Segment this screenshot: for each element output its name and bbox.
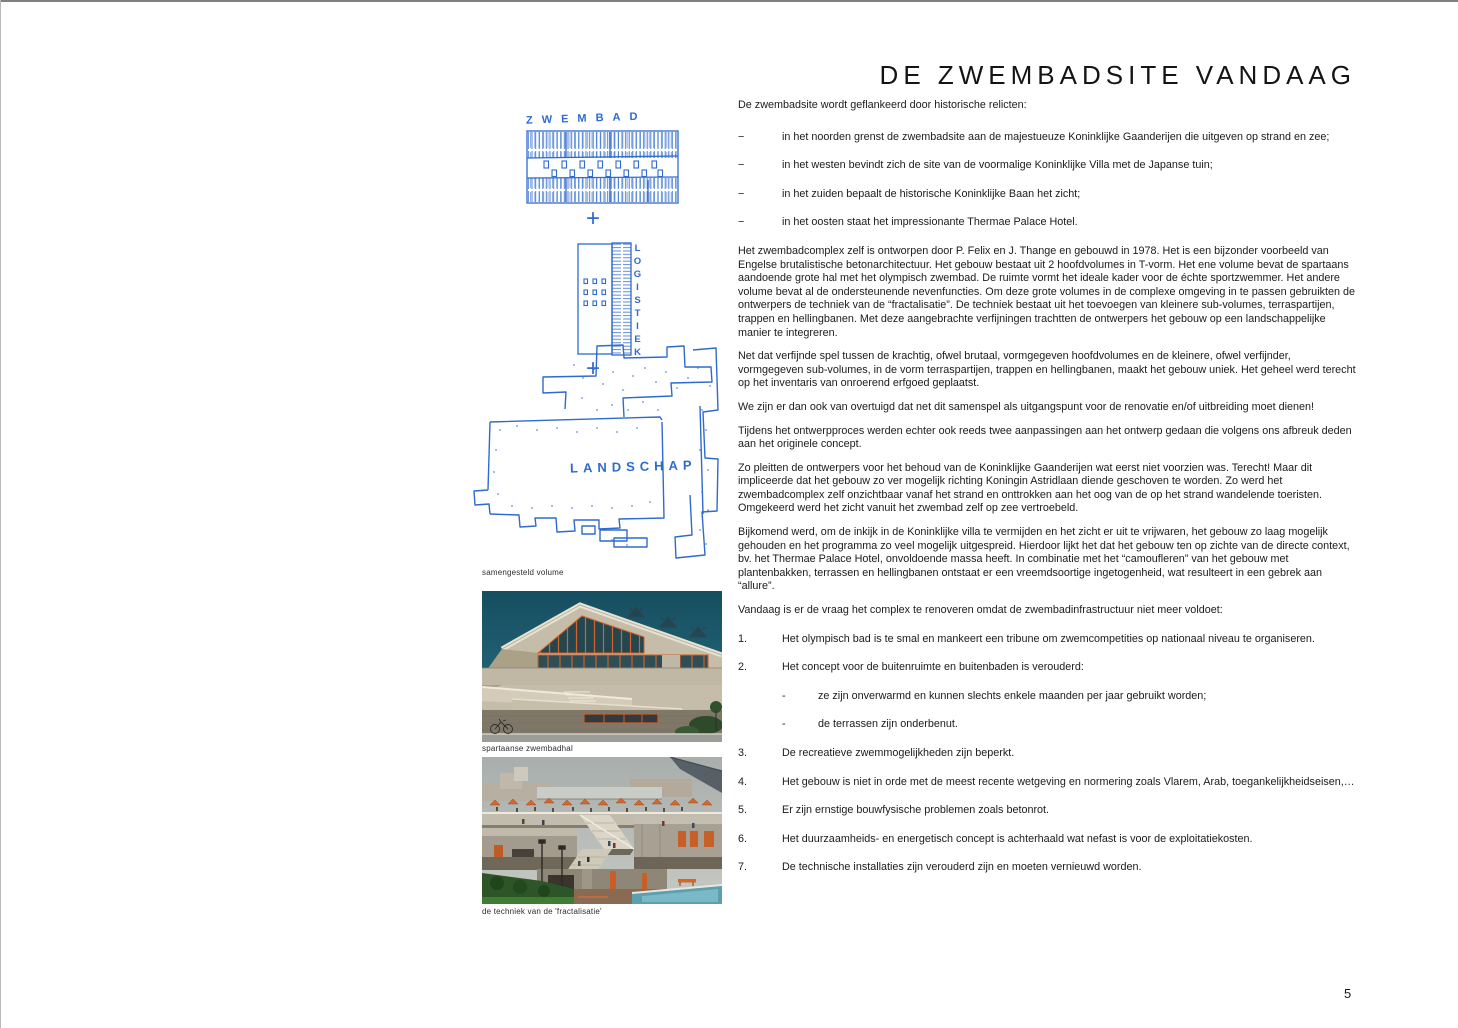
body-column	[738, 99, 1358, 890]
sketch-zwembad-block	[527, 131, 678, 203]
issue-subitem	[782, 690, 1358, 704]
flank-item-text: in het zuiden bepaalt de historische Koninklijke Baan het zicht;	[782, 187, 1081, 200]
photo-spartan-pool-hall	[482, 591, 722, 742]
issue-number: 5.	[738, 804, 748, 817]
flank-item-text: in het westen bevindt zich de site van de voormalige Koninklijke Villa met de Japanse tuin;	[782, 159, 1213, 172]
photo-fractal-terraces	[482, 757, 722, 904]
sketch-label-landschap: LANDSCHAP	[569, 457, 697, 476]
sub-dash-bullet: -	[782, 718, 786, 731]
issue-item	[738, 804, 1358, 818]
photo-spartan-pool-hall-caption: spartaanse zwembadhal	[482, 744, 573, 753]
page-title: DE ZWEMBADSITE VANDAAG	[879, 60, 1356, 90]
issue-text: Het olympisch bad is te smal en mankeert een tribune om zwemcompetities op nationaal niveau te organiseren.	[782, 632, 1315, 645]
intro-line: De zwembadsite wordt geflankeerd door historische relicten:	[738, 99, 1027, 111]
flank-item	[738, 216, 1358, 230]
flank-item	[738, 159, 1358, 173]
issue-number: 1.	[738, 632, 748, 645]
issue-text: De recreatieve zwemmogelijkheden zijn beperkt.	[782, 747, 1015, 759]
issue-item	[738, 661, 1358, 675]
sub-dash-bullet: -	[782, 689, 786, 702]
dash-bullet: −	[738, 216, 745, 229]
body-paragraph: Tijdens het ontwerpproces werden echter ook reeds twee aanpassingen aan het ontwerp gedaan die volgens ons afbreuk deden aan het originele concept.	[738, 424, 1352, 451]
photo-spartan-pool-hall-image	[482, 591, 722, 742]
flank-item	[738, 131, 1358, 145]
concept-sketch	[462, 110, 724, 564]
body-paragraph: Het zwembadcomplex zelf is ontworpen door P. Felix en J. Thange en gebouwd in 1978. Het is een bijzonder voorbeeld van Engelse brutalistische betonarchitectuur. Het gebouw bestaat uit 2 hoofdvolumes in T-vorm. Het ene volume bevat de spartaans aandoende grote hal met het olympisch zwembad. De ruimte vormt het ideale kader voor de échte sportzwemmer. Het andere volume bevat al de ondersteunende nevenfuncties. Om deze grote volumes in de complexe omgeving in te passen gebruikten de ontwerpers de techniek van de “fractalisatie”. De techniek bestaat uit het toevoegen van kleinere sub-volumes, terraspartijen, trappen en hellingbanen. Met deze aangebrachte verfijningen trachtten de ontwerpers het gebouw op een landschappelijke manier te integreren.	[738, 244, 1356, 339]
flank-item	[738, 188, 1358, 202]
sketch-label-zwembad: ZWEMBAD	[525, 110, 647, 127]
issue-item	[738, 747, 1358, 761]
flank-item-text: in het oosten staat het impressionante Thermae Palace Hotel.	[782, 216, 1078, 229]
issue-subitem	[782, 718, 1358, 732]
body-paragraph: Zo pleitten de ontwerpers voor het behoud van de Koninklijke Gaanderijen wat eerst niet voorzien was. Terecht! Maar dit impliceerde dat het gebouw zo ver mogelijk richting Koningin Astridlaan diende geschoven te worden. Zo werd het zwembadcomplex zelf onzichtbaar vanaf het strand en onttrokken aan het oog van de op het strand wandelende toeristen. Omgekeerd werd het zicht vanuit het zwembad zelf op zee vertroebeld.	[738, 461, 1323, 515]
issue-text: Het concept voor de buitenruimte en buitenbaden is verouderd:	[782, 661, 1084, 674]
concept-sketch-drawing	[462, 110, 724, 564]
renovation-intro: Vandaag is er de vraag het complex te renoveren omdat de zwembadinfrastructuur niet meer voldoet:	[738, 604, 1223, 617]
page-number: 5	[1344, 986, 1352, 1001]
issue-number: 2.	[738, 661, 748, 674]
body-paragraph: We zijn er dan ook van overtuigd dat net dit samenspel als uitgangspunt voor de renovatie en/of uitbreiding moet dienen!	[738, 400, 1314, 413]
body-paragraph: Bijkomend werd, om de inkijk in de Koninklijke villa te vermijden en het zicht er uit te vrijwaren, het gebouw zo laag mogelijk gehouden en het programma zo veel mogelijk uitgespreid. Hierdoor lijkt het dat het gebouw ten op zichte van de directe context, bv. het Thermae Palace Hotel, onvoldoende massa heeft. In combinatie met het “camoufleren” van het gebouw met plantenbakken, terrassen en hellingbanen ontstaat er een vreemdsoortige ingetogenheid, wat resulteert in een gebrek aan “allure”.	[738, 526, 1350, 593]
issue-number: 3.	[738, 747, 748, 759]
photo-fractal-terraces-caption: de techniek van de 'fractalisatie'	[482, 907, 602, 916]
sketch-plus-sign: +	[586, 205, 601, 232]
issue-text: Het duurzaamheids- en energetisch concept is achterhaald wat nefast is voor de exploitatiekosten.	[782, 832, 1253, 845]
issue-text: De technische installaties zijn verouderd zijn en moeten vernieuwd worden.	[782, 861, 1142, 874]
flank-item-text: in het noorden grenst de zwembadsite aan de majestueuze Koninklijke Gaanderijen die uitgeven op strand en zee;	[782, 130, 1330, 143]
issue-number: 7.	[738, 861, 748, 874]
page-top-border	[0, 0, 1458, 2]
sketch-logistiek-block	[578, 243, 631, 355]
photo-fractal-terraces-image	[482, 757, 722, 904]
issue-item	[738, 633, 1358, 647]
dash-bullet: −	[738, 130, 745, 143]
issue-item	[738, 776, 1358, 790]
issue-item	[738, 833, 1358, 847]
issue-number: 4.	[738, 775, 748, 788]
issue-number: 6.	[738, 832, 748, 845]
issue-text: Het gebouw is niet in orde met de meest recente wetgeving en normering zoals Vlarem, Arab, toegankelijkheidseisen,…	[782, 775, 1355, 788]
issue-text: Er zijn ernstige bouwfysische problemen zoals betonrot.	[782, 804, 1050, 817]
sketch-label-logistiek: LOGISTIEK	[632, 243, 643, 360]
dash-bullet: −	[738, 159, 745, 172]
issue-subitem-text: de terrassen zijn onderbenut.	[818, 718, 958, 731]
dash-bullet: −	[738, 187, 745, 200]
page-left-border	[0, 0, 1, 1028]
sketch-caption: samengesteld volume	[482, 568, 564, 577]
sketch-plus-sign: +	[586, 355, 601, 382]
body-paragraph: Net dat verfijnde spel tussen de krachtig, ofwel brutaal, vormgegeven hoofdvolumes en de kleinere, ofwel verfijnder, vormgegeven sub-volumes, in de vorm terraspartijen, trappen en hellingbanen, maakt het gebouw uniek. Het geheel werd terecht op het inventaris van onroerend erfgoed geplaatst.	[738, 350, 1356, 390]
issue-item	[738, 861, 1358, 875]
issue-subitem-text: ze zijn onverwarmd en kunnen slechts enkele maanden per jaar gebruikt worden;	[818, 689, 1207, 702]
